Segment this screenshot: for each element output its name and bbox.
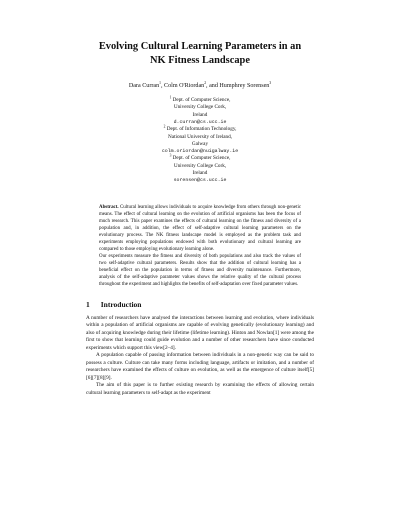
affiliation (86, 95, 314, 129)
affiliation-line: Galway (191, 140, 209, 147)
body-paragraph: The aim of this paper is to further existing research by examining the effects of allowing certain cultural learning parameters to self-adapt as the experiment (86, 382, 314, 396)
affiliation-line: Dept. of Computer Science, (172, 97, 231, 104)
paper-title (86, 40, 314, 68)
affiliation-line: Dept. of Information Technology, (166, 126, 237, 133)
affiliation-email[interactable]: sorensen@cs.ucc.ie (173, 178, 227, 184)
author-list (86, 83, 314, 89)
affiliation-list (86, 97, 314, 185)
author-name: Humphrey Sorensen (219, 83, 270, 90)
author-name: Dara Curran (128, 83, 160, 90)
author-name: Colm O'Riordan (164, 83, 205, 90)
author-separator: , (160, 83, 165, 90)
abstract-label: Abstract. (99, 204, 119, 210)
affiliation-line: University College Cork, (173, 104, 227, 111)
author-mark: 1 (159, 81, 161, 85)
affiliation-email[interactable]: colm.oriordan@nuigalway.ie (161, 149, 239, 155)
author-mark: 3 (269, 81, 272, 85)
author-separator: , and (206, 83, 220, 90)
section-body (86, 315, 314, 398)
affiliation-line: Ireland (192, 111, 208, 118)
abstract-paragraph: Our experiments measure the fitness and diversity of both populations and also track the values of two self-adaptive cultural parameters. Results show that the addition of cultural learning has a beneficial effect on the population in terms of fitness and diversity maintenance. Furthermore, analysis of the self-adaptive parameter values shows the relative quality of the cultural process throughout the experiment and highlights the benefits of self-adaptation over fixed parameter values. (99, 253, 301, 287)
affiliation-email[interactable]: d.curran@cs.ucc.ie (173, 119, 227, 125)
section-title: Introduction (100, 299, 142, 309)
section-heading (86, 300, 314, 309)
affiliation-mark: 3 (169, 153, 172, 158)
body-paragraph: A population capable of passing information between individuals in a non-genetic way can be said to possess a culture. Culture can take many forms including language, artifacts or imitation, and a number of researchers have examined the effects of culture on evolution, as well as the emergence of culture itself[5][6][7][8][9]. (86, 352, 314, 381)
affiliation-line: University College Cork, (173, 162, 227, 169)
title-line-2: NK Fitness Landscape (150, 55, 250, 66)
affiliation (86, 155, 314, 184)
section-number: 1 (86, 299, 90, 309)
affiliation-line: Ireland (192, 170, 208, 176)
affiliation-line: National University of Ireland, (168, 133, 232, 140)
author-mark: 2 (204, 81, 207, 85)
body-paragraph: A number of researchers have analysed the interactions between learning and evolution, where individuals within a population of artificial organisms are capable of evolving genetically (evolutionary learning) and also of acquiring knowledge during their lifetime (lifetime learning). Hinton and Nowlan[1] were among the first to show that learning could guide evolution and a number of other researchers have since conducted experiments which support this view[2–4]. (86, 314, 314, 351)
affiliation (86, 126, 314, 155)
affiliation-line: Dept. of Computer Science, (172, 155, 231, 162)
title-line-1: Evolving Cultural Learning Parameters in an (98, 41, 302, 52)
abstract-paragraph (99, 204, 301, 253)
affiliation-mark: 2 (163, 124, 166, 129)
affiliation-mark: 1 (169, 95, 172, 100)
abstract-text: Cultural learning allows individuals to acquire knowledge from others through non-genetic means. The effect of cultural learning on the evolution of artificial organisms has been the focus of much research. This paper examines the effects of cultural learning on the fitness and diversity of a population and, in addition, the effect of self-adaptive cultural learning parameters on the evolutionary process. The NK fitness landscape model is employed as the problem task and experiments employing populations endowed with both evolutionary and cultural learning are compared to those employing evolutionary learning alone. (99, 204, 302, 252)
abstract (86, 204, 314, 288)
